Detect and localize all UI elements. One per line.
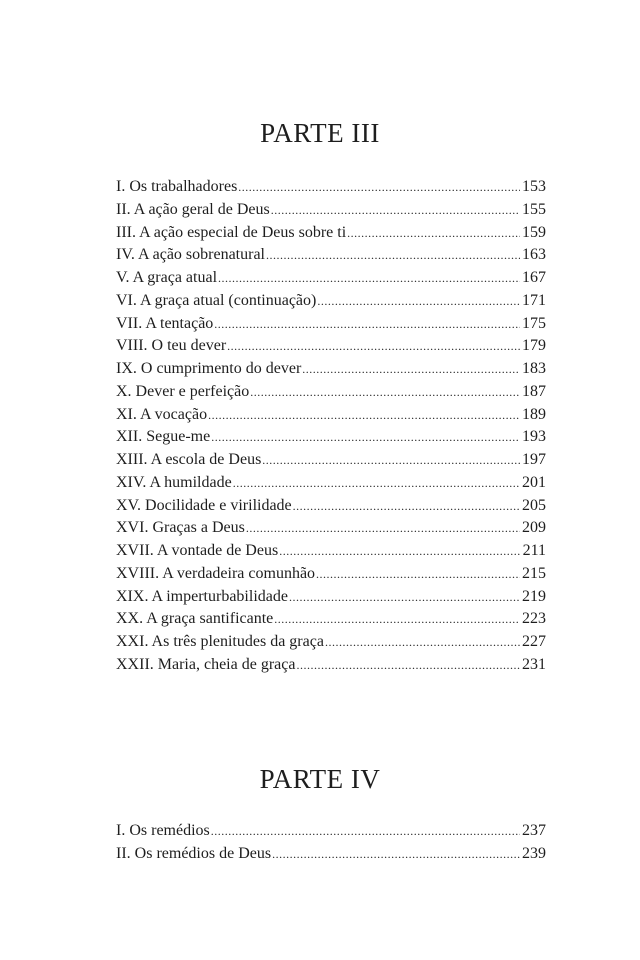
toc-entry	[116, 426, 546, 449]
dot-leader	[246, 517, 520, 540]
toc-entry-page-number: 175	[522, 314, 546, 332]
toc-entry-page-number: 197	[522, 451, 546, 468]
toc-entry-page-number: 237	[522, 822, 546, 839]
toc-entry-page-number: 167	[522, 269, 546, 286]
toc-entry	[116, 358, 546, 381]
toc-entry-title: XIV. A humildade	[116, 473, 232, 491]
toc-entry	[116, 449, 546, 472]
dot-leader	[347, 222, 520, 245]
toc-entry-page-number: 193	[522, 428, 546, 446]
toc-entry-title: XII. Segue-me	[116, 428, 211, 446]
toc-entry-title: XX. A graça santificante	[116, 610, 274, 628]
toc-entry	[116, 267, 546, 290]
toc-entry-page-number: 219	[522, 587, 546, 605]
toc-entry-title: XVII. A vontade de Deus	[116, 542, 279, 559]
toc-entry	[116, 586, 546, 609]
toc-entry-page-number: 183	[522, 360, 546, 377]
toc-entry	[116, 654, 546, 677]
part-iv-contents	[116, 820, 546, 866]
toc-entry-page-number: 209	[522, 519, 546, 537]
dot-leader	[274, 608, 520, 631]
toc-entry	[116, 843, 546, 866]
dot-leader	[317, 290, 520, 313]
toc-entry-title: III. A ação especial de Deus sobre ti	[116, 223, 347, 241]
dot-leader	[296, 654, 520, 677]
toc-entry-page-number: 239	[522, 844, 546, 862]
toc-entry-page-number: 187	[522, 382, 546, 400]
toc-entry-title: XIX. A imperturbabilidade	[116, 587, 288, 605]
toc-entry-title: II. A ação geral de Deus	[116, 200, 270, 218]
toc-entry-title: XI. A vocação	[116, 405, 208, 423]
toc-entry-title: XXII. Maria, cheia de graça	[116, 655, 296, 673]
toc-entry-title: I. Os trabalhadores	[116, 178, 238, 195]
toc-entry	[116, 820, 546, 843]
toc-entry-page-number: 155	[522, 200, 546, 218]
dot-leader	[218, 267, 520, 290]
toc-entry	[116, 631, 546, 654]
toc-entry-title: VII. A tentação	[116, 314, 214, 332]
toc-entry-title: VI. A graça atual (continuação)	[116, 291, 317, 309]
toc-entry-page-number: 205	[522, 496, 546, 514]
toc-entry-title: XVI. Graças a Deus	[116, 519, 245, 537]
part-iv-heading: PARTE IV	[259, 764, 381, 794]
toc-entry-title: II. Os remédios de Deus	[116, 844, 272, 862]
toc-entry-page-number: 159	[522, 223, 546, 241]
toc-entry	[116, 472, 546, 495]
dot-leader	[211, 820, 520, 843]
toc-entry-page-number: 189	[522, 405, 546, 423]
toc-entry-title: X. Dever e perfeição	[116, 382, 250, 400]
toc-entry-page-number: 153	[522, 178, 546, 195]
dot-leader	[238, 176, 520, 199]
dot-leader	[214, 313, 520, 336]
toc-entry	[116, 517, 546, 540]
toc-entry	[116, 381, 546, 404]
dot-leader	[293, 495, 520, 518]
dot-leader	[289, 586, 520, 609]
toc-entry-title: XXI. As três plenitudes da graça	[116, 633, 324, 650]
toc-entry-page-number: 223	[522, 610, 546, 628]
dot-leader	[316, 563, 520, 586]
toc-entry-page-number: 227	[522, 633, 546, 650]
toc-entry-title: XV. Docilidade e virilidade	[116, 496, 292, 514]
dot-leader	[250, 381, 520, 404]
part-iii-contents	[116, 176, 546, 677]
dot-leader	[233, 472, 520, 495]
toc-entry	[116, 495, 546, 518]
toc-entry-page-number: 215	[522, 564, 546, 582]
dot-leader	[271, 199, 520, 222]
toc-entry-title: V. A graça atual	[116, 269, 218, 286]
toc-entry-title: XVIII. A verdadeira comunhão	[116, 564, 316, 582]
toc-entry	[116, 608, 546, 631]
dot-leader	[302, 358, 520, 381]
dot-leader	[266, 244, 520, 267]
dot-leader	[211, 426, 520, 449]
toc-entry	[116, 199, 546, 222]
toc-entry	[116, 313, 546, 336]
toc-entry-page-number: 163	[522, 246, 546, 264]
toc-entry	[116, 244, 546, 267]
toc-entry	[116, 176, 546, 199]
part-iii-heading: PARTE III	[260, 118, 380, 148]
toc-entry	[116, 335, 546, 358]
toc-entry-page-number: 231	[522, 655, 546, 673]
toc-entry-title: IV. A ação sobrenatural	[116, 246, 265, 264]
toc-entry-title: IX. O cumprimento do dever	[116, 360, 302, 377]
toc-entry	[116, 540, 546, 563]
dot-leader	[208, 404, 520, 427]
dot-leader	[262, 449, 520, 472]
toc-entry-title: VIII. O teu dever	[116, 337, 227, 355]
toc-entry	[116, 290, 546, 313]
toc-entry	[116, 404, 546, 427]
toc-entry-page-number: 171	[522, 291, 546, 309]
toc-entry-title: I. Os remédios	[116, 822, 210, 839]
dot-leader	[227, 335, 520, 358]
dot-leader	[325, 631, 520, 654]
toc-entry-page-number: 211	[522, 542, 546, 559]
toc-entry	[116, 222, 546, 245]
dot-leader	[279, 540, 520, 563]
toc-entry-page-number: 179	[522, 337, 546, 355]
dot-leader	[272, 843, 520, 866]
toc-entry-page-number: 201	[522, 473, 546, 491]
toc-entry	[116, 563, 546, 586]
toc-entry-title: XIII. A escola de Deus	[116, 451, 262, 468]
